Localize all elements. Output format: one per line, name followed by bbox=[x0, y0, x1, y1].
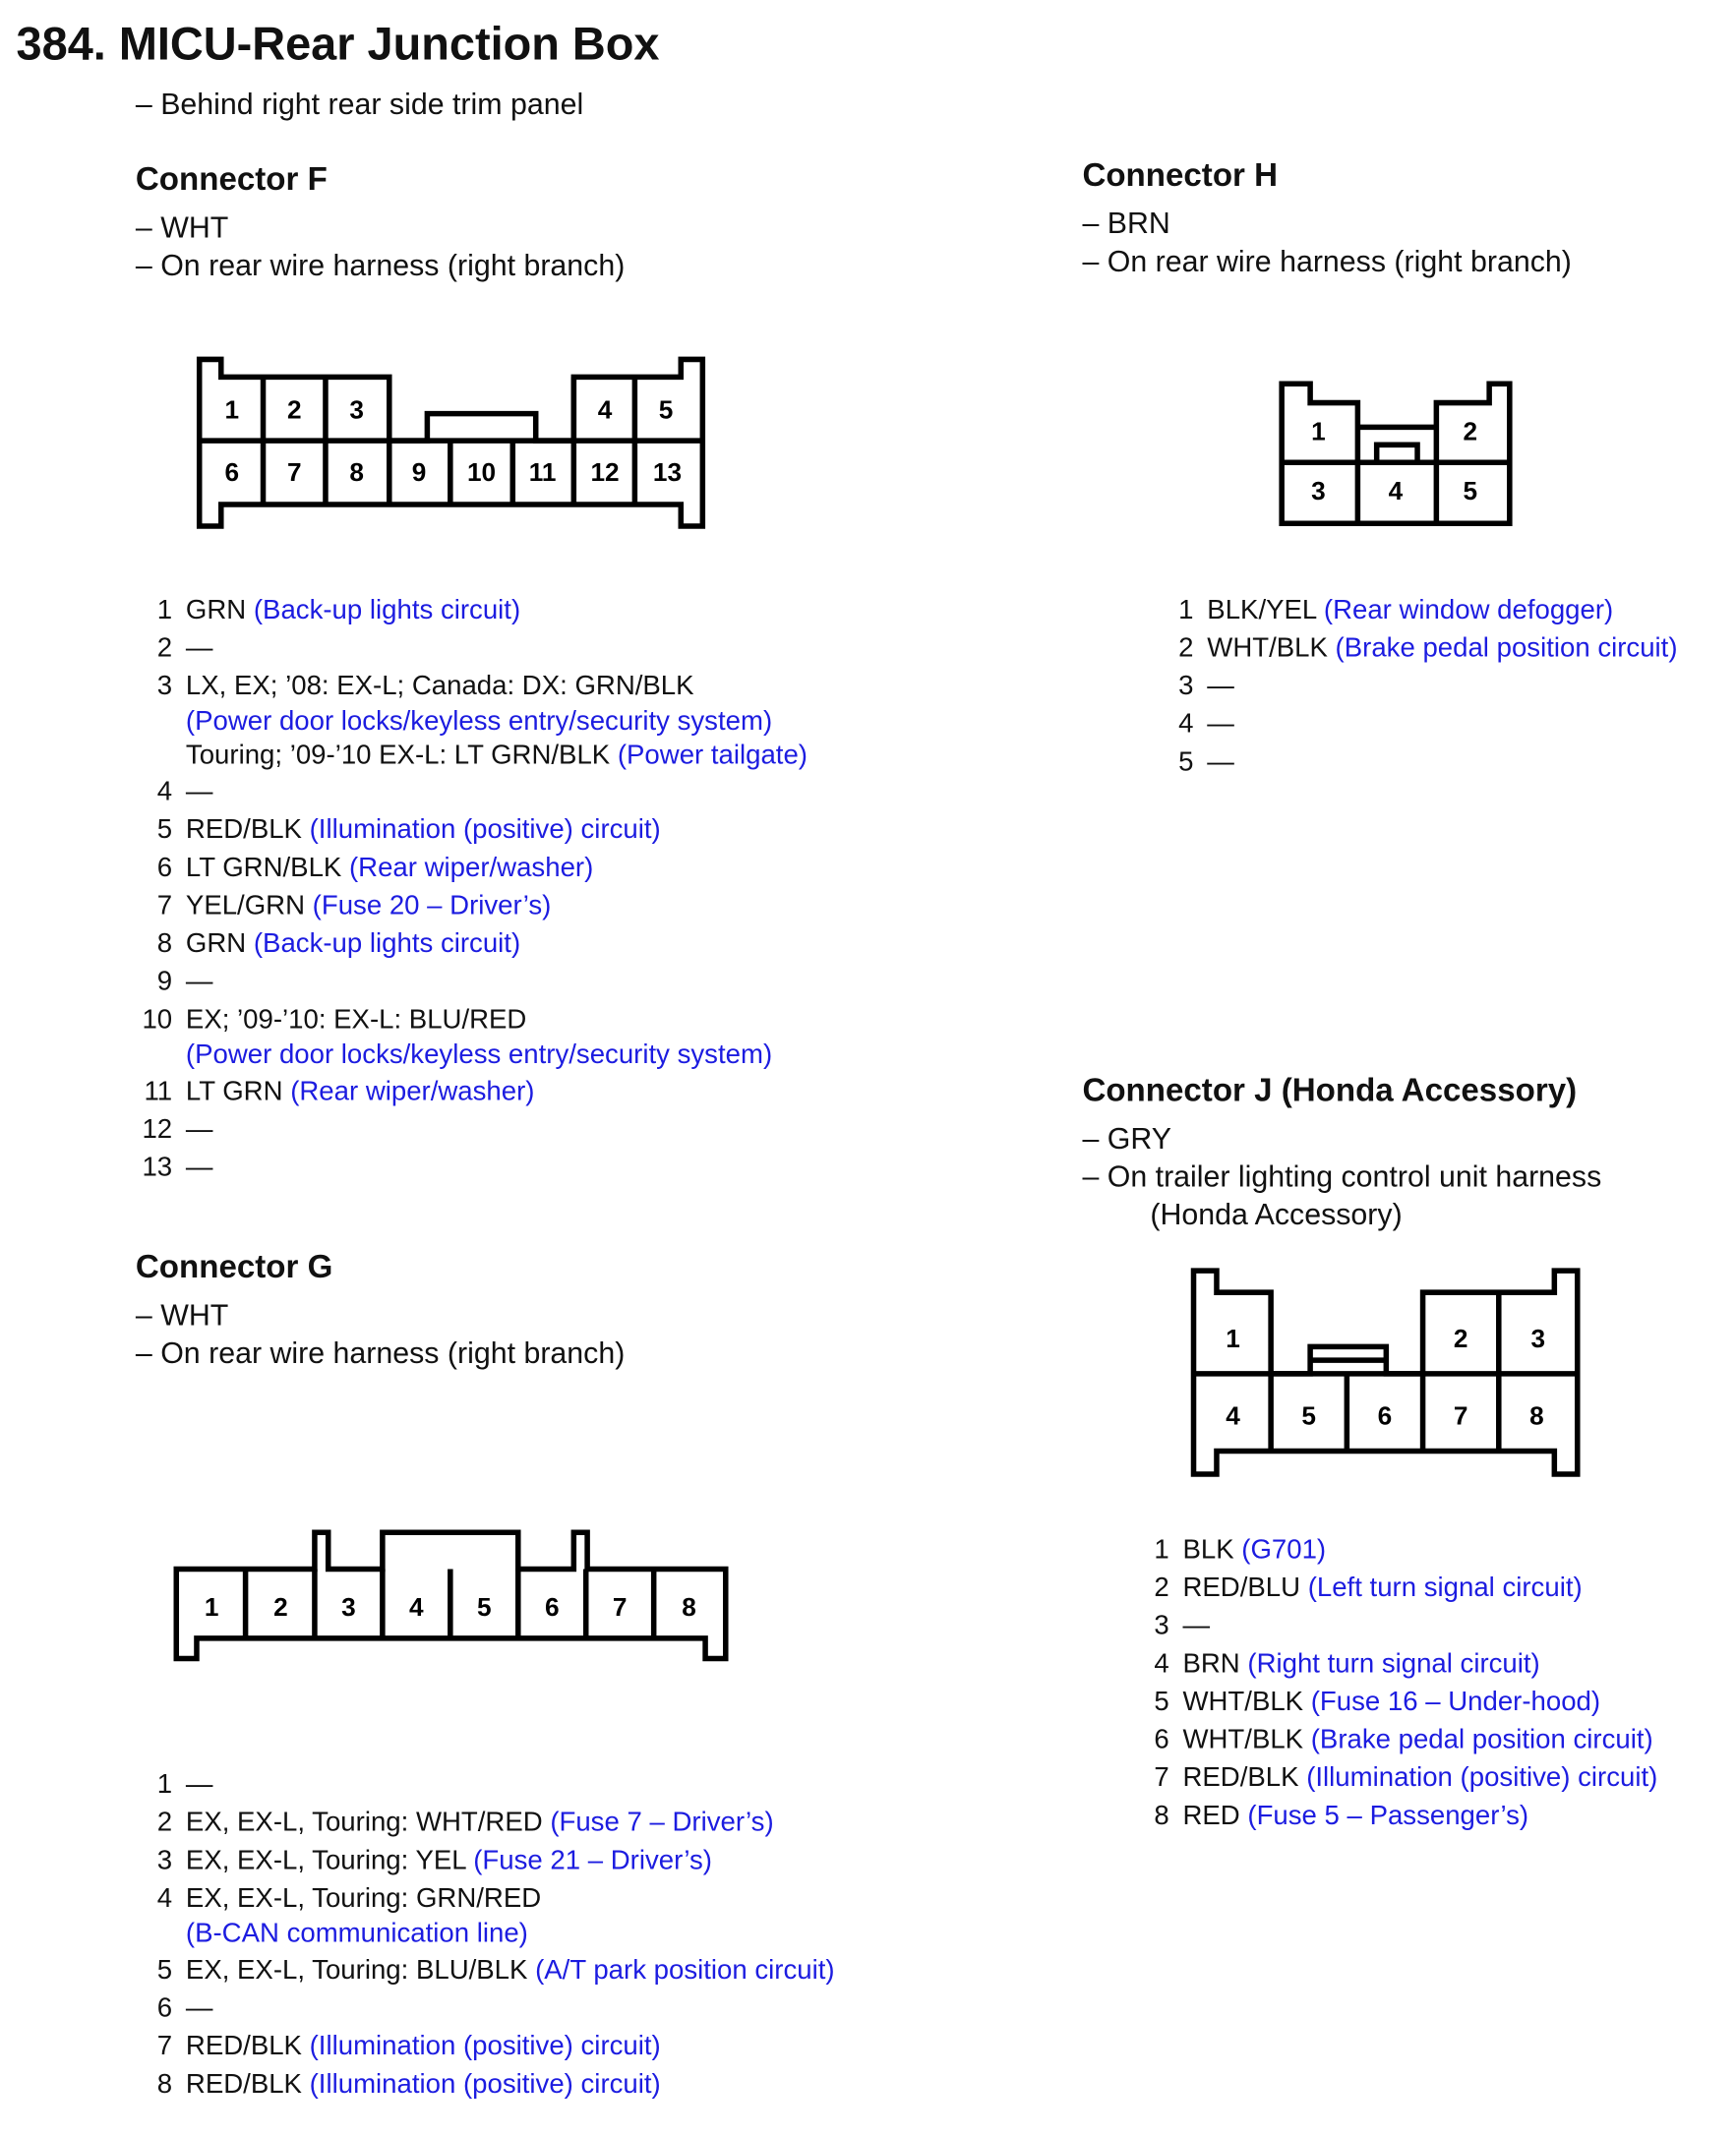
circuit-description: (Power tailgate) bbox=[617, 740, 808, 771]
pin-label: 7 bbox=[286, 456, 302, 487]
pin-label: 1 bbox=[1226, 1324, 1240, 1354]
pin-number: 2 bbox=[156, 1808, 173, 1838]
connector-h-heading: Connector H bbox=[1082, 156, 1279, 195]
wire-color: EX; ’09-’10: EX-L: BLU/RED bbox=[185, 1004, 527, 1036]
connector-h-color: – BRN bbox=[1082, 206, 1170, 241]
pin-text bbox=[1207, 667, 1234, 705]
pin-number: 4 bbox=[1154, 1648, 1169, 1680]
pin-number: 7 bbox=[156, 891, 173, 921]
pin-label: 3 bbox=[1311, 476, 1326, 506]
pin-label: 2 bbox=[273, 1592, 288, 1623]
connector-h-harness: – On rear wire harness (right branch) bbox=[1082, 244, 1572, 278]
wire-color: — bbox=[1207, 746, 1234, 778]
connector-g-harness: – On rear wire harness (right branch) bbox=[135, 1336, 626, 1370]
circuit-description: (Back-up lights circuit) bbox=[253, 595, 521, 625]
pin-number: 2 bbox=[1154, 1573, 1169, 1603]
pin-label: 9 bbox=[411, 456, 427, 487]
pin-text bbox=[186, 1149, 213, 1187]
circuit-description: (Fuse 5 – Passenger’s) bbox=[1247, 1801, 1529, 1831]
wire-color: LT GRN bbox=[185, 1076, 291, 1107]
pin-text bbox=[186, 629, 213, 668]
wire-color: Touring; ’09-’10 EX-L: LT GRN/BLK bbox=[185, 740, 618, 771]
connector-f-color: – WHT bbox=[135, 209, 229, 245]
circuit-description: (Power door locks/keyless entry/security system) bbox=[185, 706, 773, 737]
pin-label: 4 bbox=[409, 1592, 424, 1623]
pin-text bbox=[186, 1039, 772, 1072]
circuit-description: (Right turn signal circuit) bbox=[1247, 1648, 1540, 1680]
pin-text bbox=[186, 1001, 526, 1039]
circuit-description: (Back-up lights circuit) bbox=[253, 928, 521, 959]
pin-label: 5 bbox=[477, 1592, 492, 1623]
pin-number: 8 bbox=[1154, 1801, 1169, 1831]
wire-color: — bbox=[1182, 1611, 1211, 1641]
pin-text bbox=[1182, 1721, 1652, 1759]
pin-text bbox=[186, 924, 520, 963]
pin-label: 1 bbox=[204, 1592, 219, 1623]
circuit-description: (G701) bbox=[1241, 1535, 1327, 1566]
page-title: 384. MICU-Rear Junction Box bbox=[16, 19, 660, 71]
circuit-description: (Brake pedal position circuit) bbox=[1310, 1725, 1653, 1755]
pin-number: 3 bbox=[156, 1845, 173, 1876]
wire-color: — bbox=[185, 1153, 213, 1183]
circuit-description: (Fuse 21 – Driver’s) bbox=[473, 1845, 712, 1876]
pin-number: 1 bbox=[156, 595, 173, 625]
wire-color: RED/BLK bbox=[185, 814, 310, 846]
connector-j-color: – GRY bbox=[1082, 1121, 1171, 1156]
pin-text bbox=[186, 1842, 712, 1880]
pin-number: 4 bbox=[156, 1883, 173, 1914]
wire-color: RED/BLU bbox=[1182, 1573, 1308, 1603]
circuit-description: (Rear window defogger) bbox=[1323, 595, 1614, 625]
pin-label: 11 bbox=[528, 456, 557, 487]
pin-text bbox=[1207, 743, 1234, 782]
connector-g-heading: Connector G bbox=[135, 1249, 333, 1286]
wire-color: BRN bbox=[1182, 1648, 1248, 1680]
pin-text bbox=[1207, 629, 1677, 668]
connector-j-heading: Connector J (Honda Accessory) bbox=[1082, 1072, 1578, 1110]
pin-number: 2 bbox=[156, 632, 173, 664]
wire-color: — bbox=[1207, 709, 1234, 740]
pin-number: 1 bbox=[1154, 1535, 1169, 1566]
wire-color: GRN bbox=[185, 928, 254, 959]
pin-label: 2 bbox=[286, 394, 302, 425]
pin-number: 8 bbox=[156, 2069, 173, 2100]
pin-number: 5 bbox=[1154, 1687, 1169, 1717]
wire-color: — bbox=[185, 1993, 213, 2024]
pin-label: 13 bbox=[652, 456, 683, 487]
pin-number: 1 bbox=[1178, 595, 1194, 625]
pin-number: 10 bbox=[142, 1004, 173, 1036]
pin-number: 9 bbox=[156, 967, 173, 997]
wire-color: — bbox=[185, 1769, 213, 1800]
wire-color: WHT/BLK bbox=[1182, 1725, 1311, 1755]
wire-color: — bbox=[185, 1114, 213, 1145]
pin-label: 12 bbox=[590, 456, 620, 487]
pin-number: 4 bbox=[156, 777, 173, 807]
pin-text bbox=[1182, 1645, 1539, 1684]
pin-label: 1 bbox=[224, 394, 240, 425]
circuit-description: (Illumination (positive) circuit) bbox=[1306, 1762, 1658, 1794]
pin-number: 12 bbox=[142, 1114, 173, 1145]
wire-color: — bbox=[1207, 671, 1234, 701]
pin-label: 7 bbox=[1453, 1400, 1468, 1431]
pin-label: 6 bbox=[1377, 1400, 1393, 1431]
pin-label: 5 bbox=[1301, 1400, 1317, 1431]
pin-text bbox=[186, 1951, 835, 1989]
pin-text bbox=[186, 887, 551, 925]
wire-color: — bbox=[185, 777, 213, 807]
pin-number: 8 bbox=[156, 928, 173, 959]
pin-text bbox=[186, 1765, 213, 1804]
pin-label: 6 bbox=[224, 456, 240, 487]
wire-color: WHT/BLK bbox=[1207, 632, 1336, 664]
wire-color: RED bbox=[1182, 1801, 1248, 1831]
connector-f-heading: Connector F bbox=[135, 161, 328, 199]
circuit-description: (Fuse 16 – Under-hood) bbox=[1310, 1687, 1601, 1717]
pin-text bbox=[186, 963, 213, 1001]
pin-number: 3 bbox=[1178, 671, 1194, 701]
pin-text bbox=[1207, 591, 1613, 629]
pin-label: 4 bbox=[1388, 476, 1404, 506]
connector-j-harness: – On trailer lighting control unit harness bbox=[1082, 1159, 1602, 1194]
pin-label: 4 bbox=[1226, 1400, 1240, 1431]
pin-text bbox=[186, 811, 661, 850]
wire-color: BLK/YEL bbox=[1207, 595, 1324, 625]
pin-text bbox=[186, 1804, 774, 1842]
pin-text bbox=[1182, 1759, 1657, 1798]
pin-number: 7 bbox=[1154, 1762, 1169, 1794]
pin-label: 1 bbox=[1311, 416, 1326, 446]
pin-text bbox=[186, 773, 213, 811]
pin-number: 6 bbox=[1154, 1725, 1169, 1755]
connector-g-color: – WHT bbox=[135, 1297, 229, 1333]
wire-color: RED/BLK bbox=[185, 2069, 310, 2100]
pin-number: 6 bbox=[156, 853, 173, 883]
pin-number: 5 bbox=[156, 814, 173, 846]
circuit-description: (Brake pedal position circuit) bbox=[1335, 632, 1678, 664]
pin-number: 3 bbox=[156, 671, 173, 701]
wire-color: WHT/BLK bbox=[1182, 1687, 1311, 1717]
pin-text bbox=[186, 1879, 541, 1918]
circuit-description: (Fuse 7 – Driver’s) bbox=[550, 1808, 774, 1838]
pin-label: 5 bbox=[658, 394, 674, 425]
wire-color: EX, EX-L, Touring: YEL bbox=[185, 1845, 474, 1876]
wire-color: LT GRN/BLK bbox=[185, 853, 349, 883]
wire-color: EX, EX-L, Touring: BLU/BLK bbox=[185, 1955, 536, 1986]
pin-label: 4 bbox=[597, 394, 613, 425]
wire-color: RED/BLK bbox=[1182, 1762, 1307, 1794]
wire-color: — bbox=[185, 967, 213, 997]
pin-label: 8 bbox=[349, 456, 364, 487]
location-note: – Behind right rear side trim panel bbox=[135, 87, 584, 121]
connector-f-harness: – On rear wire harness (right branch) bbox=[135, 248, 626, 282]
pin-number: 6 bbox=[156, 1993, 173, 2024]
circuit-description: (Illumination (positive) circuit) bbox=[309, 814, 661, 846]
pin-number: 13 bbox=[142, 1153, 173, 1183]
pin-text bbox=[186, 740, 808, 773]
circuit-description: (Rear wiper/washer) bbox=[348, 853, 594, 883]
pin-number: 1 bbox=[156, 1769, 173, 1800]
pin-label: 8 bbox=[1529, 1400, 1544, 1431]
pin-text bbox=[186, 1989, 213, 2028]
pin-text bbox=[1182, 1570, 1582, 1608]
wire-color: GRN bbox=[185, 595, 254, 625]
pin-label: 8 bbox=[682, 1592, 696, 1623]
wire-color: YEL/GRN bbox=[185, 891, 313, 921]
pin-label: 5 bbox=[1463, 476, 1478, 506]
pin-number: 3 bbox=[1154, 1611, 1169, 1641]
circuit-description: (B-CAN communication line) bbox=[185, 1919, 528, 1949]
pin-text bbox=[186, 667, 694, 705]
pin-text bbox=[1207, 705, 1234, 743]
pin-label: 7 bbox=[612, 1592, 628, 1623]
pin-text bbox=[186, 849, 593, 887]
connector-j-harness-cont: (Honda Accessory) bbox=[1150, 1197, 1403, 1232]
pin-text bbox=[1182, 1607, 1210, 1645]
circuit-description: (Left turn signal circuit) bbox=[1307, 1573, 1583, 1603]
pin-text bbox=[1182, 1531, 1326, 1570]
wire-color: EX, EX-L, Touring: GRN/RED bbox=[185, 1883, 542, 1914]
pin-text bbox=[186, 591, 520, 629]
pin-text bbox=[1182, 1683, 1600, 1721]
wire-color: LX, EX; ’08: EX-L; Canada: DX: GRN/BLK bbox=[185, 671, 694, 701]
pin-text bbox=[186, 1918, 528, 1951]
circuit-description: (A/T park position circuit) bbox=[535, 1955, 835, 1986]
pin-label: 2 bbox=[1453, 1324, 1468, 1354]
circuit-description: (Illumination (positive) circuit) bbox=[309, 2031, 661, 2062]
pin-text bbox=[186, 2065, 661, 2104]
pin-label: 6 bbox=[544, 1592, 560, 1623]
pin-number: 7 bbox=[156, 2031, 173, 2062]
circuit-description: (Fuse 20 – Driver’s) bbox=[312, 891, 552, 921]
pin-number: 5 bbox=[156, 1955, 173, 1986]
pin-label: 3 bbox=[349, 394, 364, 425]
wire-color: BLK bbox=[1182, 1535, 1242, 1566]
pin-label: 2 bbox=[1463, 416, 1478, 446]
pin-label: 10 bbox=[466, 456, 497, 487]
pin-label: 3 bbox=[341, 1592, 356, 1623]
pin-text bbox=[1182, 1797, 1528, 1835]
circuit-description: (Rear wiper/washer) bbox=[290, 1076, 535, 1107]
pin-text bbox=[186, 2028, 661, 2066]
pin-number: 2 bbox=[1178, 632, 1194, 664]
pin-number: 11 bbox=[144, 1076, 173, 1107]
pin-text bbox=[186, 1110, 213, 1149]
pin-text bbox=[186, 705, 772, 739]
circuit-description: (Power door locks/keyless entry/security system) bbox=[185, 1039, 773, 1071]
pin-label: 3 bbox=[1530, 1324, 1546, 1354]
pin-number: 5 bbox=[1178, 746, 1194, 778]
pin-text bbox=[186, 1073, 535, 1111]
wire-color: RED/BLK bbox=[185, 2031, 310, 2062]
circuit-description: (Illumination (positive) circuit) bbox=[309, 2069, 661, 2100]
wire-color: — bbox=[185, 632, 213, 664]
wire-color: EX, EX-L, Touring: WHT/RED bbox=[185, 1808, 551, 1838]
pin-number: 4 bbox=[1178, 709, 1194, 740]
